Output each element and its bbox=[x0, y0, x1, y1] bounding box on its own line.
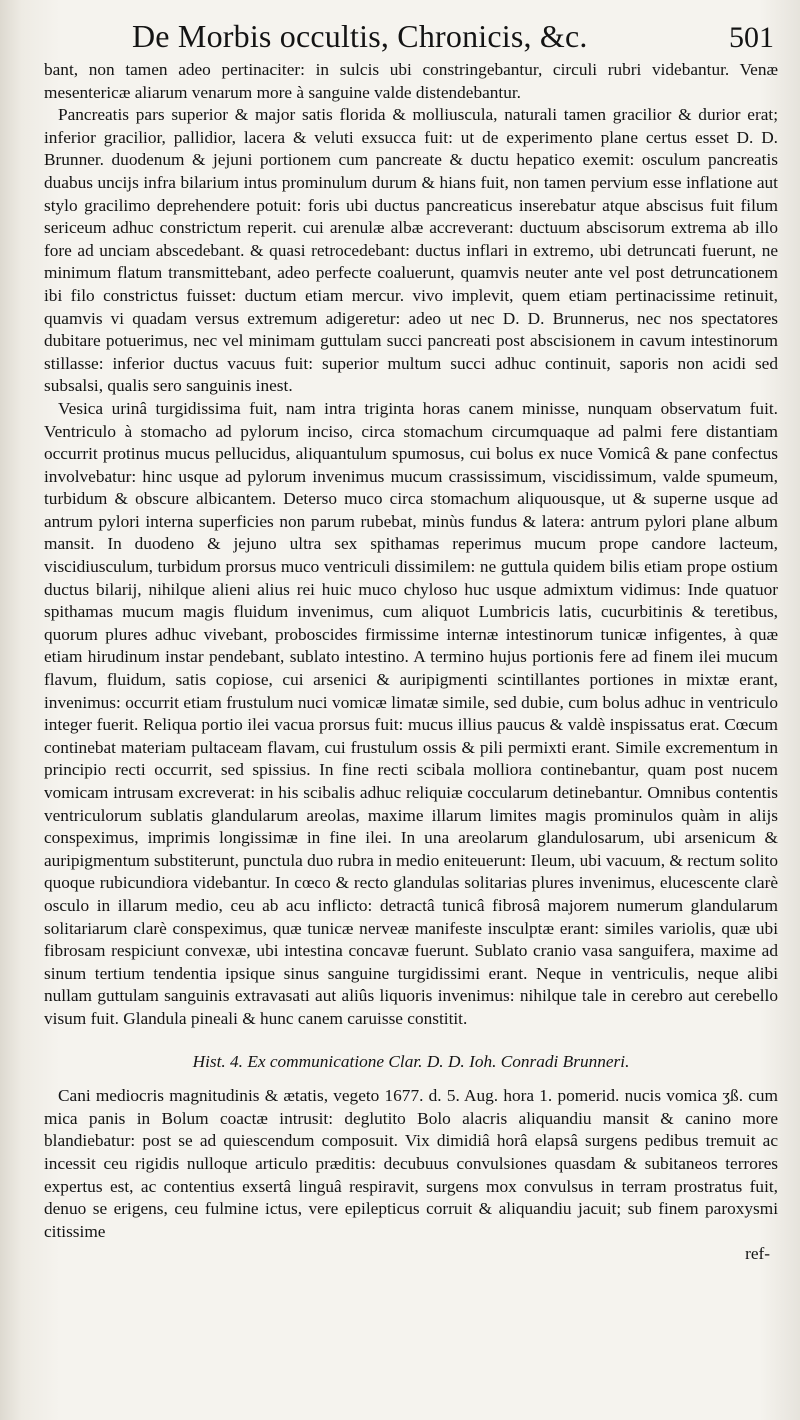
paragraph-pancreas: Pancreatis pars superior & major satis florida & molliuscula, naturali tamen gracilior & durior erat; inferior gracilior, pallidior, lacera & veluti exsucca fuit: ut de experimento plane certus esset D. D. Brunner. duodenum & jejuni portionem cum pancreate & ductu hepatico exemit: osculum pancreatis duabus uncijs infra bilarium intus prominulum durum & hians fuit, non tamen pervium esse inflatione aut stylo gracilimo deprehendere potuit: foris ubi ductus pancreaticus inserebatur atque abscisus fuit filum sericeum adhuc constrictum reperit. cui arenulæ albæ accreverant: ductuum abscisorum extrema ab illo fore ad unciam abscedebant. & quasi retrocedebant: ductus inflari in extremo, ubi detruncati fuerunt, ne minimum flatum transmittebant, adeo perfecte coaluerunt, quamvis neuter ante vel post detruncationem ibi filo constrictus fuisset: ductum etiam mercur. vivo implevit, quem etiam pertinacissime retinuit, quamvis vi quadam versus extremum adigeretur: adeo ut nec D. D. Brunnerus, nec nos spectatores dubitare potuerimus, nec vel minimam guttulam succi pancreati post abscisionem in cavum intestinorum stillasse: inferior ductus vacuus fuit: superior multum succi adhuc continuit, saporis non acidi sed subsalsi, qualis sero sanguinis inest. bbox=[44, 105, 778, 396]
section-heading: Hist. 4. Ex communicatione Clar. D. D. Ioh. Conradi Brunneri. bbox=[192, 1051, 630, 1071]
page-number: 501 bbox=[729, 21, 774, 54]
catchword: ref- bbox=[745, 1244, 770, 1264]
running-title: De Morbis occultis, Chronicis, &c. bbox=[132, 18, 588, 54]
body-text bbox=[44, 59, 778, 1266]
paragraph-case-history: Cani mediocris magnitudinis & ætatis, vegeto 1677. d. 5. Aug. hora 1. pomerid. nucis vomica ʒß. cum mica panis in Bolum coactæ intrusit: deglutito Bolo alacris aliquandiu mansit & canino more blandiebatur: post se ad quiescendum composuit. Vix dimidiâ horâ elapsâ surgens pedibus tremuit ac incessit ceu rigidis nulloque articulo præditis: decubuus convulsiones quasdam & subitaneos terrores expertus est, ac contentius exsertâ linguâ respiravit, surgens mox convulsus in terram prostratus fuit, denuo se erigens, ceu fulmine ictus, vere epilepticus corruit & aliquandiu jacuit; sub finem paroxysmi citissime bbox=[44, 1086, 778, 1241]
running-head bbox=[44, 18, 778, 55]
paragraph-bladder-stomach: Vesica urinâ turgidissima fuit, nam intra triginta horas canem minisse, nunquam observatum fuit. Ventriculo à stomacho ad pylorum inciso, circa stomachum circumquaque ad palmi fere distantiam occurrit protinus mucus pellucidus, aliquantulum spumosus, cui bolus ex nuce Vomicâ & pane confectus involvebatur: hinc usque ad pylorum invenimus mucum crassissimum, viscidissimum, valde spumeum, turbidum & obscure albicantem. Deterso muco circa stomachum aliquousque, ut & superne usque ad antrum pylori interna superficies non parum rubebat, minùs fundus & latera: antrum pylori plane album mansit. In duodeno & jejuno ultra sex spithamas reperimus mucum prope candore lacteum, viscidiusculum, turbidum prorsus muco ventriculi dissimilem: ne guttula quidem bilis etiam prope ostium ductus bilarij, nihilque alieni alius rei huic muco chyloso huc usque admixtum vidimus: Inde quatuor spithamas mucum magis fluidum invenimus, cum aliquot Lumbricis latis, cucurbitinis & teretibus, quorum plures adhuc vivebant, proboscides firmissime internæ intestinorum tunicæ infigentes, à quæ etiam hirudinum instar pendebant, sublato intestino. A termino hujus portionis fere ad finem ilei mucum flavum, fluidum, satis copiose, cui arsenici & auripigmenti scintillantes portiones in mixtæ erant, invenimus: occurrit etiam frustulum nuci vomicæ limatæ simile, sed dubie, cum bolus adhuc in ventriculo integer fuerit. Reliqua portio ilei vacua prorsus fuit: mucus illius paucus & valdè inspissatus erat. Cœcum continebat materiam pultaceam flavam, cui frustulum ossis & pili permixti erant. Simile excrementum in principio recti occurrit, sed spissius. In fine recti scibala molliora continebantur, quam post nucem vomicam intrusam excreverat: in his scibalis adhuc reliquiæ coccularum detinebantur. Omnibus contentis ventriculorum sublatis glandularum areolas, maxime illarum limites magis prominulos quàm in alijs conspeximus, imprimis longissimæ in fine ilei. In una areolarum glandulosarum, ubi arsenicum & auripigmentum substiterunt, punctula duo rubra in medio eniteuerunt: Ileum, ubi vacuum, & rectum solito quoque rubicundiora videbantur. In cœco & recto glandulas solitarias plures invenimus, elucescente clarè osculo in illarum medio, ceu ab acu inflicto: detractâ tunicâ fibrosâ majorem numerum glandularum solitariarum clarè conspeximus, quæ tunicæ nerveæ manifeste insculptæ erant: similes variolis, quæ ubi fibrosam respiciunt convexæ, ubi intestina concavæ fuerunt. Sublato cranio vasa sanguifera, maxime ad sinum tertium tendentia ipsique sinus sanguine turgidissimi erant. Neque in ventriculis, neque alibi nullam guttulam sanguinis extravasati aut aliûs liquoris invenimus: nihilque tale in cerebro aut cerebello visum fuit. Glandula pineali & hunc canem caruisse constitit. bbox=[44, 398, 778, 1028]
paragraph-mesentery: bant, non tamen adeo pertinaciter: in sulcis ubi constringebantur, circuli rubri videbantur. Venæ mesentericæ aliarum venarum more à sanguine valde distendebantur. bbox=[44, 60, 778, 102]
